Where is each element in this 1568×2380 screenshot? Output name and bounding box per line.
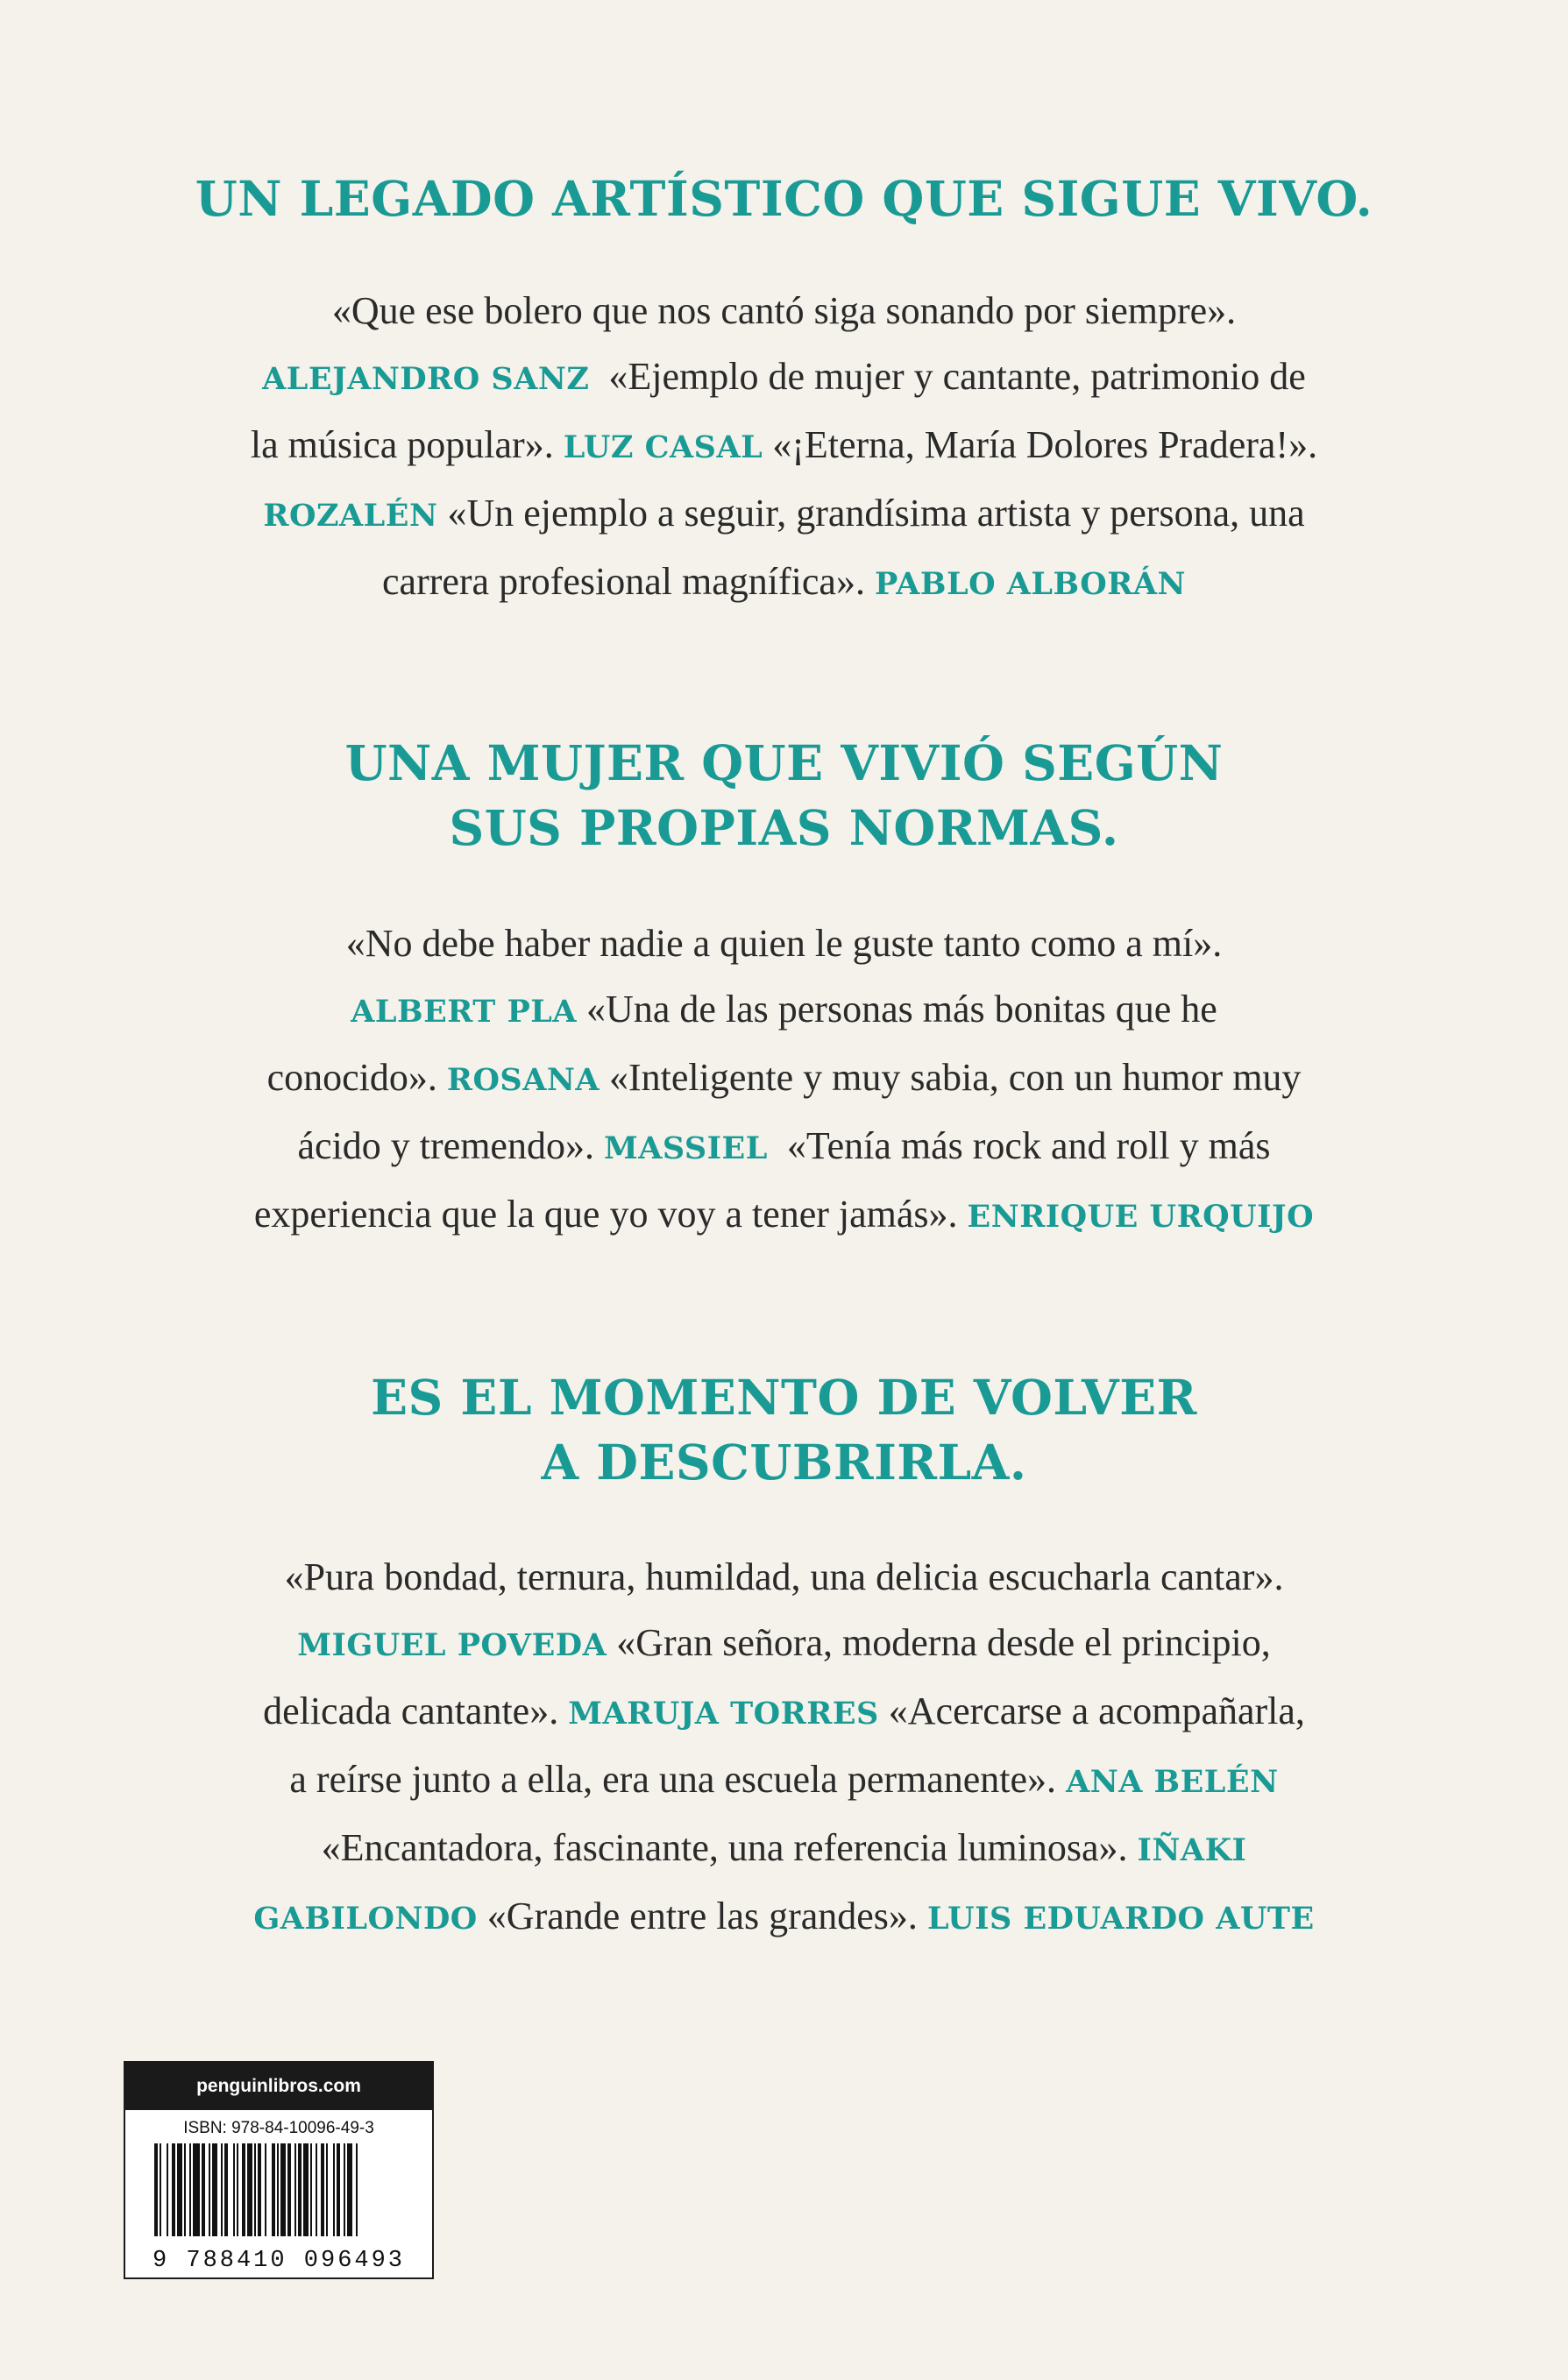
section-heading [158,1365,1410,1495]
quote-line [158,1883,1410,1951]
artist-name: LUIS EDUARDO AUTE [926,1901,1315,1937]
quote-line [158,344,1410,412]
quote-line [158,549,1410,617]
quote-line [158,910,1410,976]
publisher-website: penguinlibros.com [125,2063,432,2110]
quote-line [158,1815,1410,1883]
heading-line: UN LEGADO ARTÍSTICO QUE SIGUE VIVO. [195,170,1373,227]
quote-text: conocido». [266,1056,447,1099]
quote-text: delicada cantante». [263,1689,569,1732]
artist-name: ENRIQUE URQUIJO [967,1199,1315,1235]
quotes-paragraph [158,1544,1410,1951]
artist-name: ALEJANDRO SANZ [262,361,590,397]
artist-name: LUZ CASAL [563,429,763,465]
quote-text: «Gran señora, moderna desde el principio, [607,1621,1271,1664]
barcode-icon [147,2143,410,2236]
quote-text: experiencia que la que yo voy a tener jamás». [253,1193,968,1236]
quote-text: «Tenía más rock and roll y más [767,1124,1271,1167]
quote-text: «Grande entre las grandes». [477,1895,927,1937]
artist-name: MASSIEL [603,1130,768,1166]
quote-text: «Acercarse a acompañarla, [878,1689,1305,1732]
quotes-paragraph [158,278,1410,617]
quote-text: «¡Eterna, María Dolores Pradera!». [763,423,1318,466]
artist-name: ROZALÉN [263,498,438,534]
quote-line [158,1746,1410,1815]
quote-line [158,1181,1410,1250]
quote-line [158,278,1410,344]
quote-line [158,1610,1410,1678]
quote-text: «No debe haber nadie a quien le guste tanto como a mí». [345,922,1223,965]
quote-text: «Una de las personas más bonitas que he [577,988,1217,1031]
heading-line: SUS PROPIAS NORMAS. [449,799,1119,856]
quote-text: a reírse junto a ella, era una escuela permanente». [289,1758,1067,1801]
artist-name: ROSANA [446,1062,600,1098]
quote-text: la música popular». [250,423,564,466]
quote-line [158,412,1410,480]
quote-text: «Que ese bolero que nos cantó siga sonando por siempre». [331,289,1237,332]
quote-text: «Pura bondad, ternura, humildad, una delicia escucharla cantar». [284,1555,1284,1598]
quote-text: «Encantadora, fascinante, una referencia luminosa». [321,1826,1138,1869]
artist-name: PABLO ALBORÁN [874,566,1186,602]
heading-line: A DESCUBRIRLA. [541,1434,1027,1491]
quote-line [158,1678,1410,1746]
quote-line [158,1544,1410,1610]
quote-text: ácido y tremendo». [297,1124,604,1167]
heading-line: ES EL MOMENTO DE VOLVER [371,1369,1197,1426]
quote-line [158,1045,1410,1113]
isbn-barcode-box [124,2061,434,2279]
quote-text: «Inteligente y muy sabia, con un humor muy [600,1056,1302,1099]
artist-name: MIGUEL POVEDA [297,1627,607,1663]
quote-text: «Ejemplo de mujer y cantante, patrimonio de [589,355,1306,398]
heading-line: UNA MUJER QUE VIVIÓ SEGÚN [344,734,1224,791]
section-heading [158,166,1410,231]
quote-line [158,480,1410,549]
artist-name: GABILONDO [253,1901,478,1937]
isbn-label: ISBN: 978-84-10096-49-3 [183,2119,374,2137]
quote-text: carrera profesional magnífica». [382,560,875,603]
quote-line [158,1113,1410,1181]
quote-line [158,976,1410,1045]
quotes-paragraph [158,910,1410,1250]
isbn-digits: 9 788410 096493 [152,2248,406,2274]
artist-name: ALBERT PLA [351,994,578,1030]
artist-name: ANA BELÉN [1066,1764,1279,1800]
artist-name: MARUJA TORRES [568,1696,879,1732]
quote-text: «Un ejemplo a seguir, grandísima artista y persona, una [437,492,1305,535]
section-heading [158,731,1410,861]
artist-name: IÑAKI [1137,1832,1247,1868]
